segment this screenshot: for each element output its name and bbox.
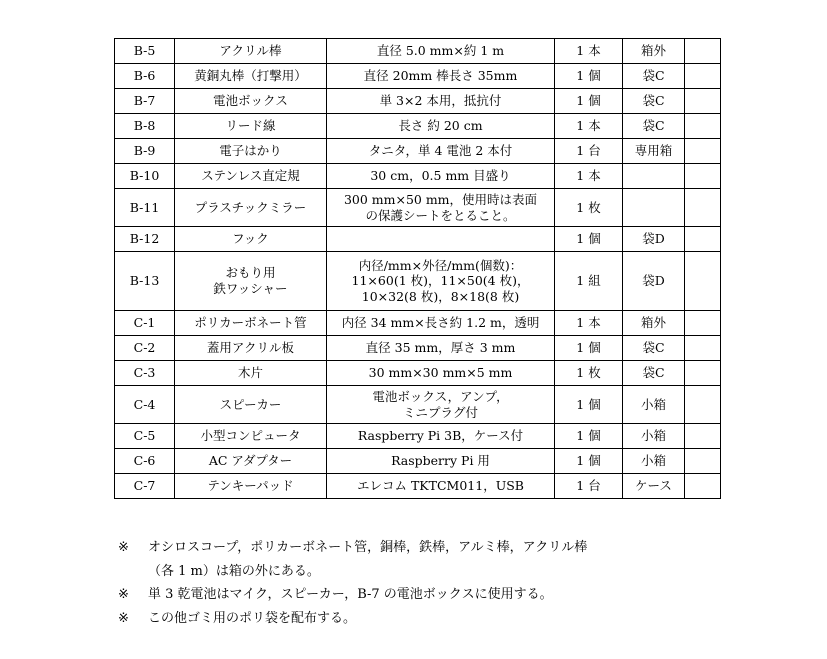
item-spec-cell [327,89,555,114]
item-name-cell-line: ステンレス直定規 [201,168,300,184]
item-spec-cell-line: 内径/mm×外径/mm(個数)： [358,257,523,273]
item-location-cell: 袋C [623,89,685,114]
item-spec-cell-line: 電池ボックス，アンプ， [372,388,509,404]
item-quantity-cell: 1 個 [555,424,623,449]
item-location-cell: 小箱 [623,449,685,474]
item-spec-cell-line: 直径 35 mm，厚さ 3 mm [365,340,516,356]
item-quantity-cell: 1 個 [555,386,623,424]
note-line [118,583,718,607]
check-cell [685,39,721,64]
check-cell [685,361,721,386]
item-spec-cell [327,39,555,64]
item-name-cell [175,424,327,449]
table-row [115,227,721,252]
table-row [115,424,721,449]
item-id-cell: B-9 [115,139,175,164]
item-name-cell-line: 蓋用アクリル板 [206,340,295,356]
table-row [115,449,721,474]
check-cell [685,252,721,311]
item-name-cell [175,474,327,499]
item-name-cell-line: フック [232,231,269,247]
item-quantity-cell: 1 枚 [555,361,623,386]
item-quantity-cell: 1 本 [555,39,623,64]
item-spec-cell-line: タニタ，単 4 電池 2 本付 [368,143,513,159]
item-name-cell [175,311,327,336]
note-text: オシロスコープ，ポリカーボネート管，銅棒，鉄棒，アルミ棒，アクリル棒 [148,540,588,555]
item-quantity-cell: 1 個 [555,89,623,114]
item-location-cell: ケース [623,474,685,499]
item-spec-cell [327,474,555,499]
check-cell [685,64,721,89]
item-spec-cell-line: エレコム TKTCM011，USB [357,478,524,494]
item-id-cell: B-12 [115,227,175,252]
item-location-cell [623,164,685,189]
item-name-cell-line: 鉄ワッシャー [213,281,288,296]
item-name-cell-line: アクリル棒 [219,43,282,59]
item-spec-cell [327,189,555,227]
check-cell [685,386,721,424]
item-location-cell: 小箱 [623,424,685,449]
check-cell [685,89,721,114]
item-spec-cell [327,311,555,336]
table-row [115,361,721,386]
item-spec-cell [327,164,555,189]
note-mark: ※ [118,610,129,626]
item-name-cell [175,386,327,424]
item-quantity-cell: 1 本 [555,164,623,189]
item-id-cell: C-5 [115,424,175,449]
note-mark: ※ [118,540,129,555]
note-line [118,607,718,631]
item-quantity-cell: 1 組 [555,252,623,311]
item-name-cell-line: 黄銅丸棒（打撃用） [194,68,307,84]
item-spec-cell-line: 10×32(8 枚)，8×18(8 枚) [361,288,520,304]
item-name-cell-line: 小型コンピュータ [200,428,301,444]
item-name-cell-line: 木片 [237,365,263,381]
item-name-cell-line: 電子はかり [219,143,282,159]
table-row [115,164,721,189]
item-name-cell [175,189,327,227]
item-spec-cell [327,64,555,89]
item-name-cell-line: おもり用 [225,265,276,281]
item-spec-cell [327,114,555,139]
item-location-cell: 専用箱 [623,139,685,164]
item-name-cell [175,336,327,361]
item-name-cell [175,252,327,311]
item-spec-cell [327,424,555,449]
item-name-cell [175,164,327,189]
item-spec-cell [327,449,555,474]
item-location-cell: 箱外 [623,39,685,64]
check-cell [685,114,721,139]
item-name-cell [175,227,327,252]
item-spec-cell-line: 直径 5.0 mm×約 1 m [376,43,505,59]
item-id-cell: B-10 [115,164,175,189]
item-spec-cell [327,139,555,164]
item-spec-cell [327,361,555,386]
item-spec-cell [327,336,555,361]
item-id-cell: B-11 [115,189,175,227]
item-id-cell: C-7 [115,474,175,499]
item-quantity-cell: 1 個 [555,449,623,474]
item-id-cell: C-2 [115,336,175,361]
item-spec-cell-line: 300 mm×50 mm，使用時は表面 [343,191,538,207]
item-spec-cell-line: の保護シートをとること。 [365,207,516,223]
item-name-cell [175,361,327,386]
note-mark: ※ [118,587,129,602]
check-cell [685,336,721,361]
item-location-cell: 袋C [623,64,685,89]
item-location-cell: 小箱 [623,386,685,424]
item-name-cell [175,39,327,64]
table-row [115,39,721,64]
notes-section [118,536,718,630]
item-spec-cell-line: 直径 20mm 棒長さ 35mm [363,68,518,84]
table-row [115,189,721,227]
item-id-cell: B-7 [115,89,175,114]
check-cell [685,449,721,474]
item-quantity-cell: 1 枚 [555,189,623,227]
item-id-cell: C-1 [115,311,175,336]
item-id-cell: B-5 [115,39,175,64]
table-row [115,89,721,114]
check-cell [685,424,721,449]
check-cell [685,311,721,336]
item-spec-cell-line: 30 mm×30 mm×5 mm [368,365,513,381]
item-quantity-cell: 1 個 [555,227,623,252]
item-spec-cell-line: ミニプラグ付 [402,404,478,420]
check-cell [685,227,721,252]
item-quantity-cell: 1 個 [555,336,623,361]
check-cell [685,189,721,227]
item-location-cell [623,189,685,227]
note-text: この他ゴミ用のポリ袋を配布する。 [148,610,357,626]
item-location-cell: 袋D [623,227,685,252]
item-spec-cell [327,227,555,252]
item-name-cell-line: 電池ボックス [213,93,288,109]
item-name-cell-line: テンキーパッド [207,478,294,494]
table-row [115,474,721,499]
item-spec-cell-line: 30 cm，0.5 mm 目盛り [370,168,511,184]
item-location-cell: 袋C [623,114,685,139]
table-row [115,114,721,139]
check-cell [685,139,721,164]
item-spec-cell-line: 内径 34 mm×長さ約 1.2 m，透明 [341,315,540,331]
item-name-cell-line: プラスチックミラー [194,199,307,215]
check-cell [685,474,721,499]
table-row [115,386,721,424]
note-line [118,560,718,584]
item-name-cell [175,139,327,164]
item-quantity-cell: 1 本 [555,114,623,139]
item-name-cell [175,449,327,474]
equipment-table-body [115,39,721,499]
item-id-cell: B-8 [115,114,175,139]
item-id-cell: C-4 [115,386,175,424]
item-spec-cell-line: Raspberry Pi 用 [391,453,490,469]
item-id-cell: B-6 [115,64,175,89]
item-quantity-cell: 1 個 [555,64,623,89]
note-text: 単 3 乾電池はマイク，スピーカー，B-7 の電池ボックスに使用する。 [148,587,553,602]
item-name-cell [175,89,327,114]
note-indent [118,560,148,584]
item-id-cell: B-13 [115,252,175,311]
item-location-cell: 箱外 [623,311,685,336]
item-quantity-cell: 1 台 [555,474,623,499]
item-spec-cell [327,386,555,424]
item-quantity-cell: 1 本 [555,311,623,336]
item-name-cell [175,64,327,89]
table-row [115,139,721,164]
item-spec-cell-line: 単 3×2 本用，抵抗付 [379,93,502,109]
item-name-cell-line: AC アダプター [208,453,293,469]
item-spec-cell-line: 11×60(1 枚)，11×50(4 枚)， [351,273,530,289]
item-name-cell-line: スピーカー [219,396,282,412]
item-name-cell [175,114,327,139]
item-location-cell: 袋C [623,336,685,361]
note-line [118,536,718,560]
note-text: （各 1 m）は箱の外にある。 [148,563,320,579]
item-quantity-cell: 1 台 [555,139,623,164]
item-id-cell: C-6 [115,449,175,474]
item-location-cell: 袋D [623,252,685,311]
table-row [115,64,721,89]
item-name-cell-line: ポリカーボネート管 [194,315,307,331]
table-row [115,252,721,311]
table-row [115,311,721,336]
check-cell [685,164,721,189]
table-row [115,336,721,361]
item-spec-cell-line: 長さ 約 20 cm [398,118,483,134]
item-id-cell: C-3 [115,361,175,386]
item-location-cell: 袋C [623,361,685,386]
item-spec-cell [327,252,555,311]
item-spec-cell-line: Raspberry Pi 3B，ケース付 [357,428,524,444]
equipment-table [114,38,721,499]
item-name-cell-line: リード線 [225,118,276,134]
